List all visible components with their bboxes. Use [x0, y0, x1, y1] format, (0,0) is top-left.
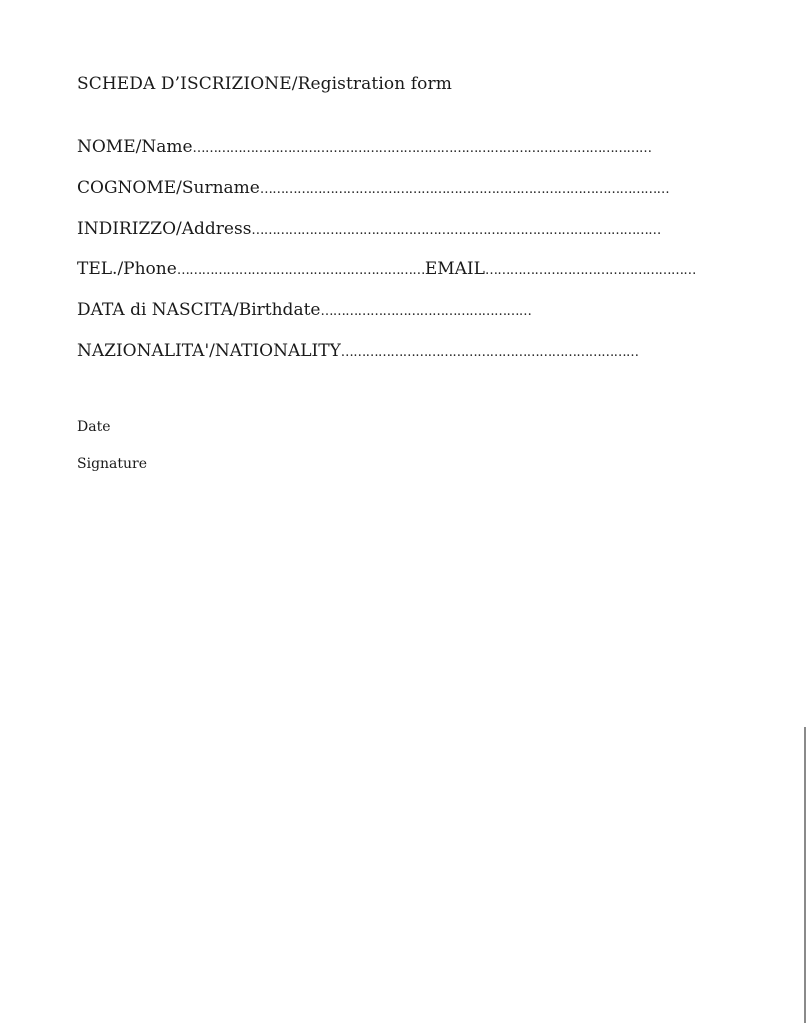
phone-label: TEL./Phone: [77, 259, 177, 279]
surname-dots: ………………………………………………………………………………………: [259, 182, 670, 197]
email-dots: ……………………………………………: [484, 263, 696, 278]
address-label: INDIRIZZO/Address: [77, 219, 252, 239]
name-dots: …………………………………………………………………………………………………: [192, 141, 652, 156]
email-label: EMAIL: [424, 259, 485, 279]
surname-field-line: [77, 178, 670, 198]
address-field-line: [77, 219, 667, 239]
form-title: SCHEDA D’ISCRIZIONE/Registration form: [77, 74, 452, 94]
address-dots: ………………………………………………………………………………………: [251, 223, 661, 238]
phone-dots: ……………………………………………………: [176, 263, 425, 278]
date-label: Date: [77, 419, 111, 435]
vertical-scrollbar[interactable]: [804, 727, 806, 1023]
name-field-line: [77, 137, 657, 157]
birthdate-label: DATA di NASCITA/Birthdate: [77, 300, 321, 320]
phone-email-field-line: [77, 259, 696, 279]
nationality-field-line: [77, 341, 639, 361]
surname-label: COGNOME/Surname: [77, 178, 260, 198]
name-label: NOME/Name: [77, 137, 193, 157]
birthdate-dots: ……………………………………………: [320, 304, 532, 319]
signature-label: Signature: [77, 456, 148, 472]
birthdate-field-line: [77, 300, 532, 320]
nationality-dots: ………………………………………………………………: [340, 345, 639, 360]
nationality-label: NAZIONALITA'/NATIONALITY: [77, 341, 341, 361]
